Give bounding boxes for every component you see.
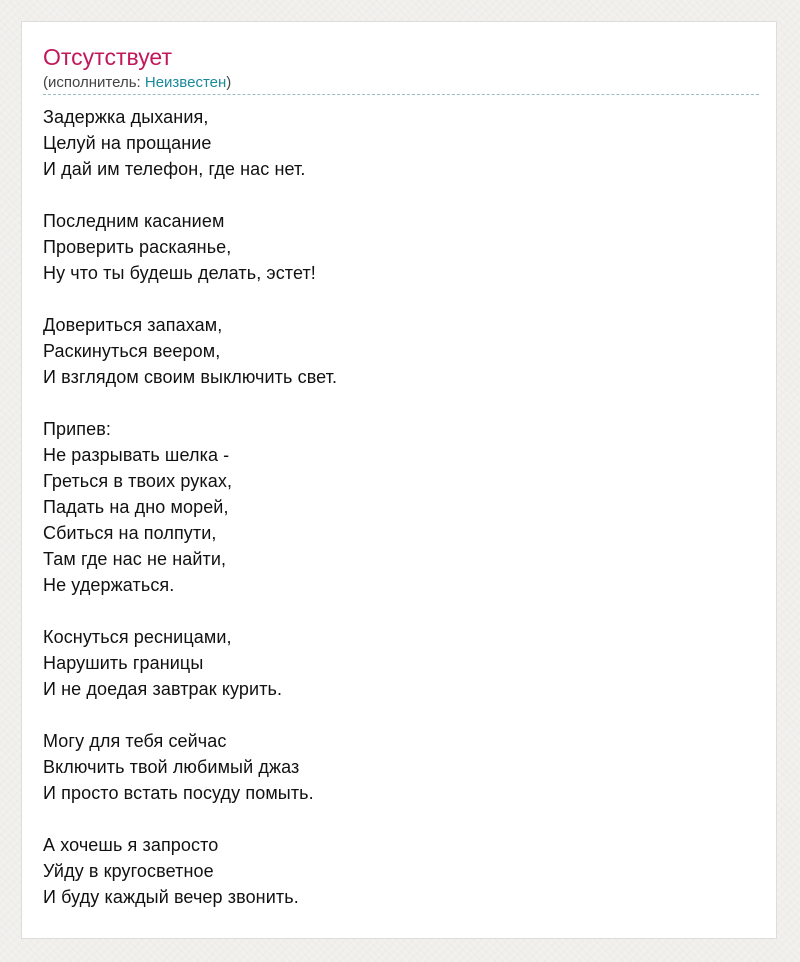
lyrics-line: Не удержаться. [43,575,175,595]
artist-line [43,73,759,95]
lyrics-line: А хочешь я запросто [43,835,219,855]
lyrics-line: Довериться запахам, [43,315,223,335]
lyrics-line: Раскинуться веером, [43,341,221,361]
lyrics-line: И буду каждый вечер звонить. [43,887,299,907]
lyrics-line: Проверить раскаянье, [43,237,232,257]
lyrics-line: Уйду в кругосветное [43,861,214,881]
lyrics-line: Последним касанием [43,211,225,231]
lyrics-line: Падать на дно морей, [43,497,229,517]
lyrics-line: Целуй на прощание [43,133,212,153]
lyrics-stanza [43,832,759,910]
lyrics-stanza [43,208,759,286]
artist-prefix: (исполнитель: [43,74,145,91]
lyrics-line: Ну что ты будешь делать, эстет! [43,263,316,283]
lyrics-line: И дай им телефон, где нас нет. [43,159,306,179]
artist-suffix: ) [226,74,232,91]
lyrics-line: Не разрывать шелка - [43,445,230,465]
lyrics-line: Включить твой любимый джаз [43,757,300,777]
lyrics-line: Греться в твоих руках, [43,471,233,491]
lyrics-stanza [43,104,759,182]
lyrics-line: И просто встать посуду помыть. [43,783,314,803]
artist-link[interactable]: Неизвестен [144,74,227,91]
lyrics-stanza [43,728,759,806]
lyrics-line: Сбиться на полпути, [43,523,217,543]
lyrics-stanza [43,416,759,598]
song-title: Отсутствует [43,44,172,70]
lyrics-line: Коснуться ресницами, [43,627,232,647]
lyrics-text [43,104,759,936]
lyrics-line: Задержка дыхания, [43,107,209,127]
song-header [43,43,759,95]
lyrics-line: Там где нас не найти, [43,549,227,569]
lyrics-line: Могу для тебя сейчас [43,731,227,751]
lyrics-stanza [43,624,759,702]
lyrics-card [21,21,777,939]
lyrics-stanza [43,312,759,390]
lyrics-line: И не доедая завтрак курить. [43,679,283,699]
lyrics-line: Припев: [43,419,112,439]
lyrics-line: Нарушить границы [43,653,204,673]
lyrics-line: И взглядом своим выключить свет. [43,367,338,387]
